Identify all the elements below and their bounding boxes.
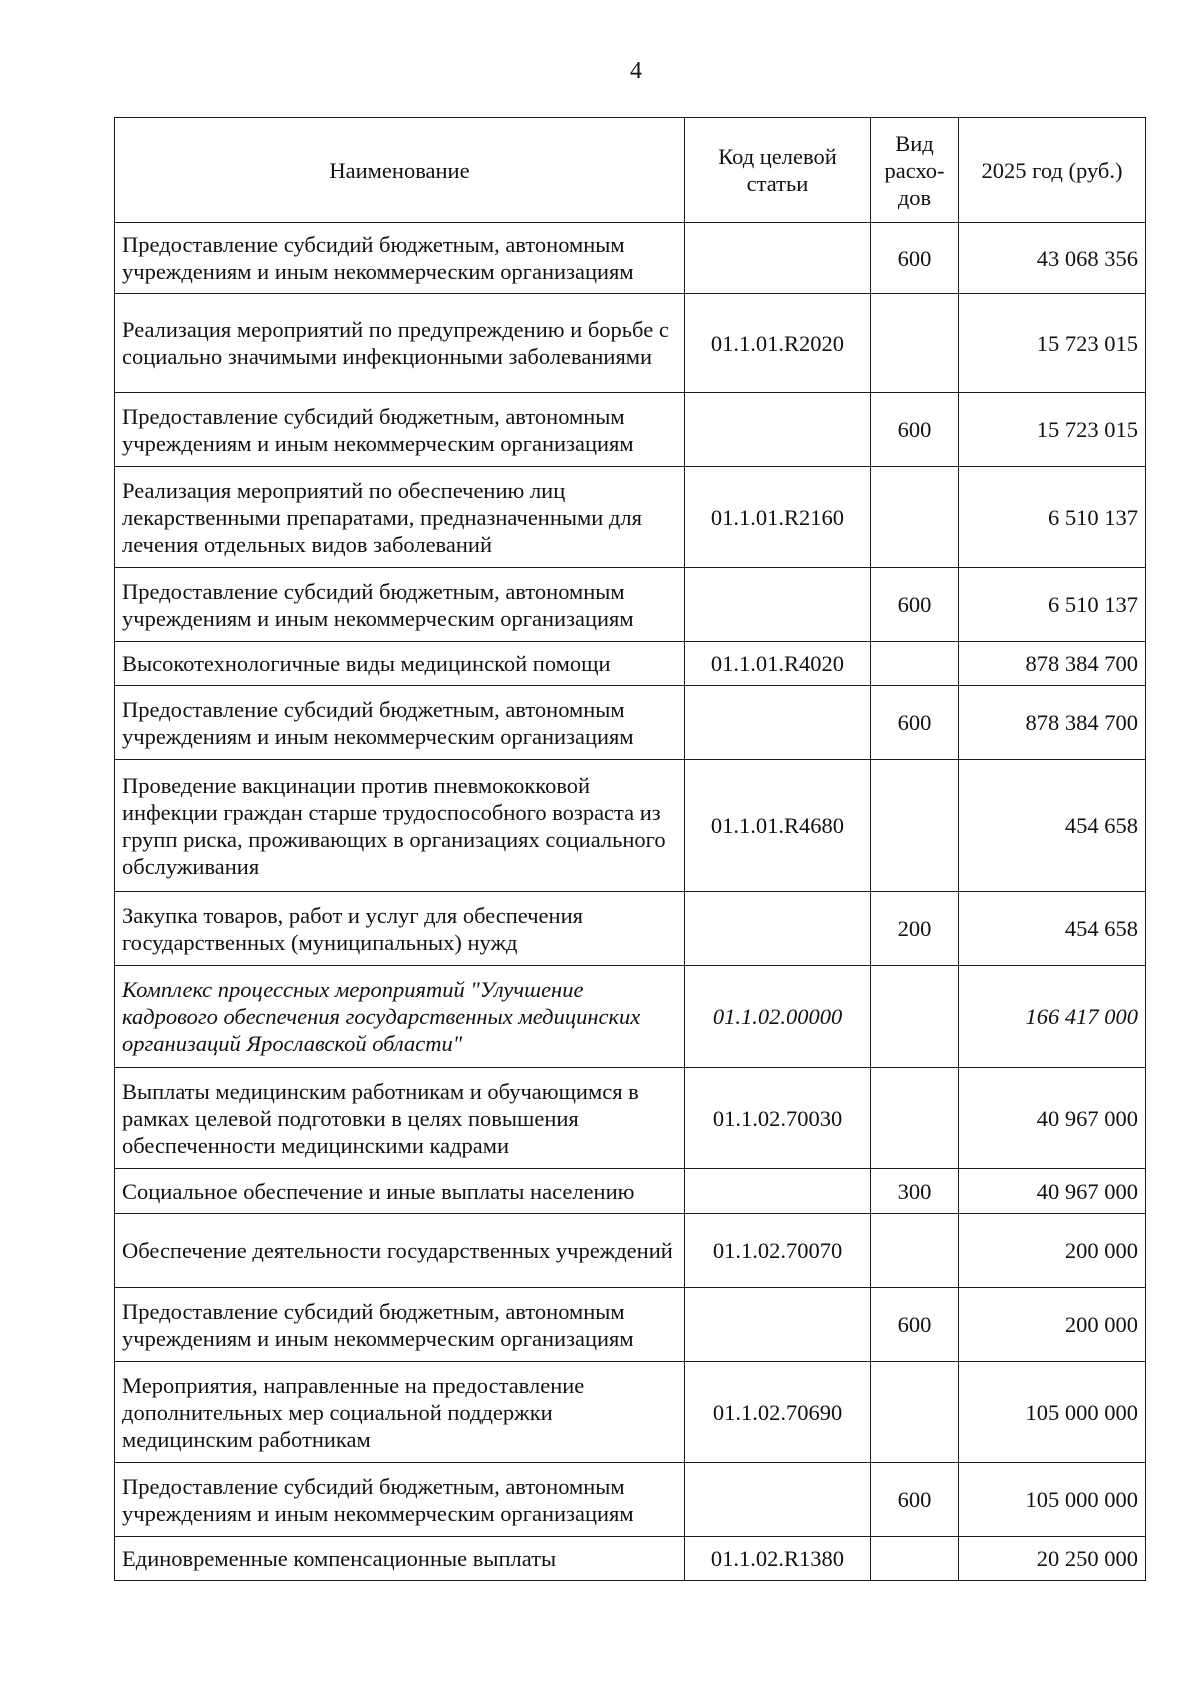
row-name: Проведение вакцинации против пневмококковой инфекции граждан старше трудоспособного возраста из групп риска, проживающих в организациях социального обслуживания — [115, 760, 685, 892]
row-type — [871, 642, 959, 686]
table-row — [115, 467, 1146, 568]
row-name: Комплекс процессных мероприятий "Улучшение кадрового обеспечения государственных медицинских организаций Ярославской области" — [115, 966, 685, 1068]
row-sum: 200 000 — [959, 1288, 1146, 1362]
row-sum: 105 000 000 — [959, 1463, 1146, 1537]
row-sum: 6 510 137 — [959, 568, 1146, 642]
table-row — [115, 393, 1146, 467]
row-type — [871, 1537, 959, 1581]
row-type — [871, 1362, 959, 1463]
row-code: 01.1.02.70030 — [685, 1068, 871, 1169]
table-row — [115, 892, 1146, 966]
row-sum: 40 967 000 — [959, 1169, 1146, 1214]
row-sum: 878 384 700 — [959, 686, 1146, 760]
row-code — [685, 1288, 871, 1362]
row-type: 600 — [871, 1288, 959, 1362]
row-name: Единовременные компенсационные выплаты — [115, 1537, 685, 1581]
row-type: 600 — [871, 393, 959, 467]
row-name: Реализация мероприятий по обеспечению лиц лекарственными препаратами, предназначенными для лечения отдельных видов заболеваний — [115, 467, 685, 568]
row-type: 200 — [871, 892, 959, 966]
row-code — [685, 1169, 871, 1214]
row-name: Реализация мероприятий по предупреждению и борьбе с социально значимыми инфекционными заболеваниями — [115, 294, 685, 393]
table-row — [115, 966, 1146, 1068]
row-name: Выплаты медицинским работникам и обучающимся в рамках целевой подготовки в целях повышения обеспеченности медицинскими кадрами — [115, 1068, 685, 1169]
row-type — [871, 467, 959, 568]
row-type — [871, 760, 959, 892]
row-name: Мероприятия, направленные на предоставление дополнительных мер социальной поддержки медицинским работникам — [115, 1362, 685, 1463]
row-code: 01.1.01.R4020 — [685, 642, 871, 686]
row-name: Высокотехнологичные виды медицинской помощи — [115, 642, 685, 686]
row-name: Предоставление субсидий бюджетным, автономным учреждениям и иным некоммерческим организациям — [115, 568, 685, 642]
row-code: 01.1.01.R4680 — [685, 760, 871, 892]
row-name: Предоставление субсидий бюджетным, автономным учреждениям и иным некоммерческим организациям — [115, 393, 685, 467]
row-sum: 40 967 000 — [959, 1068, 1146, 1169]
row-type: 300 — [871, 1169, 959, 1214]
row-code: 01.1.01.R2160 — [685, 467, 871, 568]
row-code: 01.1.01.R2020 — [685, 294, 871, 393]
row-type: 600 — [871, 686, 959, 760]
table-row — [115, 1214, 1146, 1288]
budget-table — [114, 117, 1146, 1581]
table-row — [115, 1068, 1146, 1169]
row-code — [685, 393, 871, 467]
table-row — [115, 1537, 1146, 1581]
table-header-row — [115, 118, 1146, 223]
table-row — [115, 294, 1146, 393]
row-code — [685, 568, 871, 642]
table-row — [115, 568, 1146, 642]
row-sum: 105 000 000 — [959, 1362, 1146, 1463]
header-name: Наименование — [115, 118, 685, 223]
row-sum: 15 723 015 — [959, 393, 1146, 467]
row-code — [685, 1463, 871, 1537]
row-type: 600 — [871, 1463, 959, 1537]
header-code: Код целевой статьи — [685, 118, 871, 223]
row-name: Предоставление субсидий бюджетным, автономным учреждениям и иным некоммерческим организациям — [115, 1288, 685, 1362]
table-row — [115, 1362, 1146, 1463]
table-row — [115, 686, 1146, 760]
page-number: 4 — [630, 58, 642, 84]
table-row — [115, 1288, 1146, 1362]
row-name: Закупка товаров, работ и услуг для обеспечения государственных (муниципальных) нужд — [115, 892, 685, 966]
row-sum: 6 510 137 — [959, 467, 1146, 568]
row-code: 01.1.02.00000 — [685, 966, 871, 1068]
header-sum: 2025 год (руб.) — [959, 118, 1146, 223]
table-row — [115, 1463, 1146, 1537]
row-code — [685, 686, 871, 760]
row-code — [685, 223, 871, 294]
row-sum: 15 723 015 — [959, 294, 1146, 393]
row-sum: 878 384 700 — [959, 642, 1146, 686]
row-code: 01.1.02.70690 — [685, 1362, 871, 1463]
table-row — [115, 642, 1146, 686]
row-sum: 454 658 — [959, 892, 1146, 966]
row-type — [871, 294, 959, 393]
row-sum: 200 000 — [959, 1214, 1146, 1288]
row-type: 600 — [871, 223, 959, 294]
row-sum: 20 250 000 — [959, 1537, 1146, 1581]
row-name: Предоставление субсидий бюджетным, автономным учреждениям и иным некоммерческим организациям — [115, 1463, 685, 1537]
table-row — [115, 1169, 1146, 1214]
row-sum: 43 068 356 — [959, 223, 1146, 294]
row-type — [871, 966, 959, 1068]
row-sum: 166 417 000 — [959, 966, 1146, 1068]
row-code: 01.1.02.70070 — [685, 1214, 871, 1288]
row-sum: 454 658 — [959, 760, 1146, 892]
row-type: 600 — [871, 568, 959, 642]
row-name: Предоставление субсидий бюджетным, автономным учреждениям и иным некоммерческим организациям — [115, 686, 685, 760]
row-type — [871, 1068, 959, 1169]
table-row — [115, 760, 1146, 892]
table-row — [115, 223, 1146, 294]
row-name: Обеспечение деятельности государственных учреждений — [115, 1214, 685, 1288]
row-name: Социальное обеспечение и иные выплаты населению — [115, 1169, 685, 1214]
row-code: 01.1.02.R1380 — [685, 1537, 871, 1581]
row-type — [871, 1214, 959, 1288]
row-name: Предоставление субсидий бюджетным, автономным учреждениям и иным некоммерческим организациям — [115, 223, 685, 294]
header-type: Вид расхо-дов — [871, 118, 959, 223]
row-code — [685, 892, 871, 966]
